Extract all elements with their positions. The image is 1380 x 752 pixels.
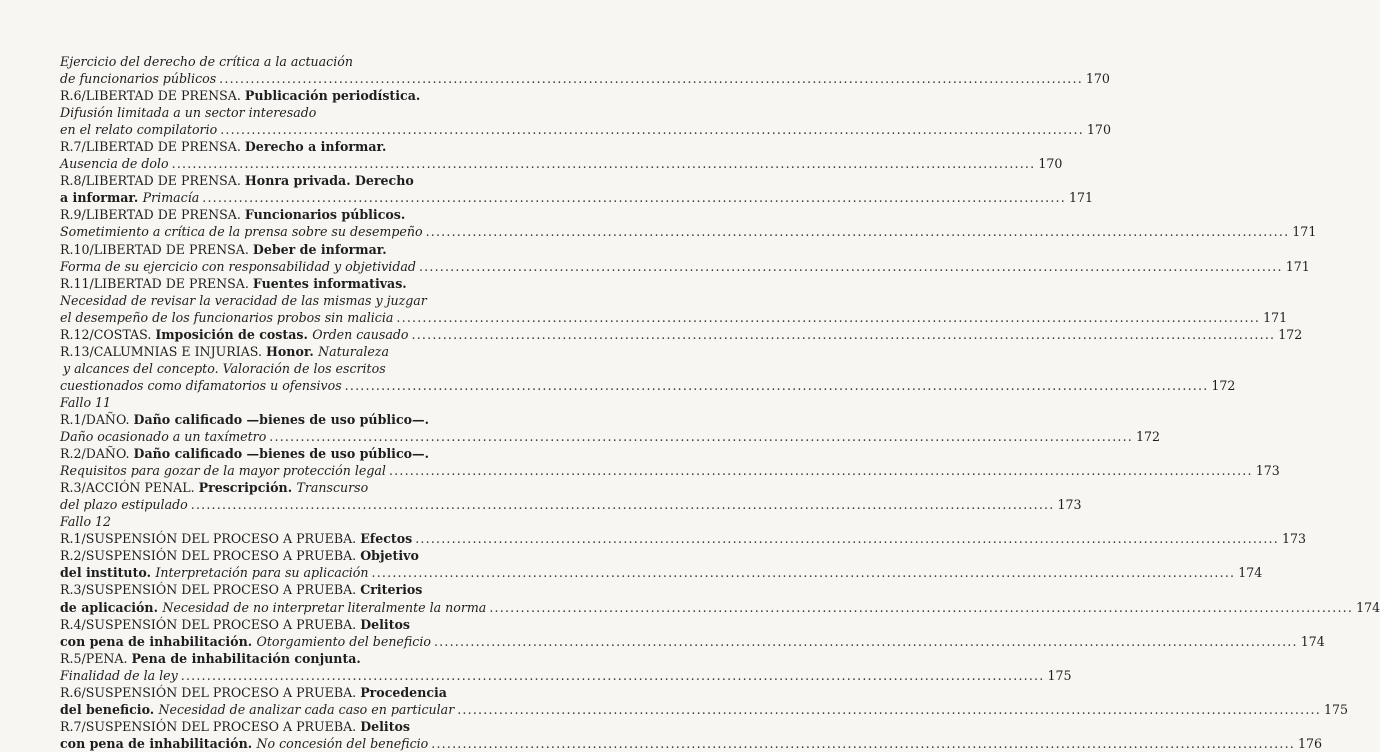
- toc-entry-text: [60, 241, 387, 258]
- toc-entry-text: [60, 206, 405, 223]
- entry-description: Transcurso: [296, 480, 369, 496]
- toc-entry-text: [60, 326, 409, 343]
- entry-title: Funcionarios públicos.: [244, 207, 406, 223]
- page-number: 171: [1068, 190, 1094, 206]
- toc-entry-text: [60, 343, 389, 360]
- entry-description: Requisitos para gozar de la mayor protección legal: [60, 463, 386, 479]
- entry-title: Prescripción.: [198, 480, 297, 496]
- toc-entry-text: [60, 428, 266, 445]
- entry-title: Criterios: [360, 582, 423, 598]
- dot-leader: [191, 496, 1055, 513]
- dot-leader: [181, 667, 1045, 684]
- page-number: 174: [1300, 633, 1325, 649]
- toc-entry-text: [60, 479, 368, 496]
- page-number: 172: [1136, 429, 1161, 445]
- toc-entry-text: [60, 513, 111, 530]
- toc-heading-line: [60, 616, 497, 633]
- toc-entry-line: [60, 189, 1094, 206]
- toc-entry-text: [60, 667, 178, 684]
- entry-description: Daño ocasionado a un taxímetro: [60, 429, 267, 445]
- toc-entry-text: [60, 462, 386, 479]
- entry-title: Efectos: [360, 531, 413, 547]
- toc-entry-text: [60, 581, 422, 598]
- entry-title: con pena de inhabilitación.: [60, 735, 257, 751]
- toc-entry-text: [60, 701, 454, 718]
- dot-leader: [345, 377, 1209, 394]
- page-number: 175: [1323, 701, 1348, 717]
- dot-leader: [431, 735, 1295, 752]
- dot-leader: [172, 155, 1036, 172]
- entry-title: del beneficio.: [60, 701, 159, 717]
- page-number: 171: [1285, 258, 1310, 274]
- page-number: 173: [1057, 497, 1082, 513]
- toc-entry-line: [60, 223, 1317, 240]
- dot-leader: [372, 564, 1236, 581]
- dot-leader: [415, 530, 1279, 547]
- entry-description: de funcionarios públicos: [60, 71, 217, 87]
- entry-description: Ausencia de dolo: [60, 156, 169, 172]
- toc-heading-line: [60, 53, 497, 70]
- toc-entry-text: [60, 616, 410, 633]
- entry-description: el desempeño de los funcionarios probos sin malicia: [60, 309, 394, 325]
- toc-entry-line: [60, 377, 1236, 394]
- dot-leader: [202, 189, 1066, 206]
- toc-entry-text: [60, 445, 429, 462]
- entry-title: Pena de inhabilitación conjunta.: [131, 650, 361, 666]
- toc-entry-line: [60, 667, 1072, 684]
- entry-rule-ref: R.3/ACCIÓN PENAL.: [60, 480, 199, 496]
- entry-description: Fallo 12: [60, 514, 112, 530]
- toc-entry-line: [60, 633, 1325, 650]
- toc-entry-text: [60, 70, 216, 87]
- toc-entry-line: [60, 496, 1082, 513]
- toc-heading-line: [60, 445, 497, 462]
- page-number: 176: [1297, 735, 1323, 751]
- entry-description: y alcances del concepto. Valoración de los escritos: [63, 360, 386, 376]
- toc-entry-line: [60, 155, 1063, 172]
- entry-description: Necesidad de no interpretar literalmente la norma: [162, 599, 487, 615]
- toc-entry-text: [63, 360, 386, 377]
- toc-entry-text: [60, 104, 316, 121]
- dot-leader: [396, 309, 1260, 326]
- dot-leader: [389, 462, 1253, 479]
- toc-entry-text: [60, 292, 427, 309]
- entry-rule-ref: R.4/SUSPENSIÓN DEL PROCESO A PRUEBA.: [60, 616, 361, 632]
- toc-entry-line: [60, 70, 1110, 87]
- entry-rule-ref: R.7/LIBERTAD DE PRENSA.: [60, 139, 245, 155]
- toc-entry-text: [60, 735, 428, 752]
- entry-rule-ref: R.10/LIBERTAD DE PRENSA.: [60, 241, 253, 257]
- entry-description: Fallo 11: [60, 394, 112, 410]
- toc-heading-line: [60, 411, 497, 428]
- entry-rule-ref: R.5/PENA.: [60, 650, 132, 666]
- entry-description: No concesión del beneficio: [256, 735, 429, 751]
- dot-leader: [457, 701, 1321, 718]
- entry-description: Otorgamiento del beneficio: [256, 633, 431, 649]
- dot-leader: [269, 428, 1133, 445]
- entry-description: Ejercicio del derecho de crítica a la actuación: [60, 54, 353, 69]
- page-number: 171: [1292, 224, 1317, 240]
- dot-leader: [434, 633, 1298, 650]
- toc-entry-text: [60, 309, 393, 326]
- page-number: 174: [1356, 599, 1380, 615]
- entry-rule-ref: R.9/LIBERTAD DE PRENSA.: [60, 207, 245, 223]
- dot-leader: [489, 599, 1353, 616]
- entry-rule-ref: R.8/LIBERTAD DE PRENSA.: [60, 173, 245, 189]
- toc-entry-text: [60, 650, 361, 667]
- entry-description: en el relato compilatorio: [60, 122, 218, 138]
- entry-description: cuestionados como difamatorios u ofensivos: [60, 377, 342, 393]
- toc-heading-line: [60, 241, 497, 258]
- toc-entry-text: [60, 633, 431, 650]
- entry-rule-ref: R.1/DAÑO.: [60, 411, 134, 427]
- entry-description: Interpretación para su aplicación: [155, 565, 369, 581]
- entry-title: Deber de informar.: [252, 241, 387, 257]
- page-number: 170: [1038, 156, 1063, 172]
- entry-description: Forma de su ejercicio con responsabilidad y objetividad: [60, 258, 416, 274]
- entry-title: Delitos: [360, 616, 410, 632]
- toc-entry-text: [60, 53, 353, 70]
- toc-heading-line: [60, 104, 497, 121]
- toc-heading-line: [60, 360, 497, 377]
- entry-description: Orden causado: [312, 326, 409, 342]
- toc-heading-line: [60, 513, 497, 530]
- page-number: 175: [1047, 667, 1072, 683]
- toc-entry-text: [60, 547, 419, 564]
- entry-description: del plazo estipulado: [60, 497, 188, 513]
- entry-title: Fuentes informativas.: [252, 275, 407, 291]
- entry-description: Naturaleza: [318, 343, 389, 359]
- toc-entry-line: [60, 701, 1348, 718]
- toc-entry-text: [60, 121, 217, 138]
- dot-leader: [220, 121, 1084, 138]
- entry-title: Delitos: [360, 718, 410, 734]
- toc-entry-text: [60, 223, 423, 240]
- entry-rule-ref: R.6/LIBERTAD DE PRENSA.: [60, 88, 245, 104]
- page-number: 170: [1085, 71, 1110, 87]
- toc-heading-line: [60, 138, 497, 155]
- toc-entry-text: [60, 684, 447, 701]
- page-number: 172: [1278, 326, 1303, 342]
- entry-description: Necesidad de analizar cada caso en particular: [158, 701, 455, 717]
- entry-rule-ref: R.1/SUSPENSIÓN DEL PROCESO A PRUEBA.: [60, 531, 361, 547]
- entry-rule-ref: R.7/SUSPENSIÓN DEL PROCESO A PRUEBA.: [60, 718, 361, 734]
- entry-title: Daño calificado —bienes de uso público—.: [133, 446, 429, 462]
- toc-entry-line: [60, 326, 1303, 343]
- entry-title: con pena de inhabilitación.: [60, 633, 257, 649]
- entry-title: Honra privada. Derecho: [244, 173, 414, 189]
- toc-heading-line: [60, 206, 497, 223]
- dot-leader: [426, 223, 1290, 240]
- toc-heading-line: [60, 684, 497, 701]
- entry-description: Finalidad de la ley: [60, 667, 178, 683]
- toc-entry-line: [60, 309, 1288, 326]
- dot-leader: [219, 70, 1083, 87]
- toc-entry-text: [60, 87, 420, 104]
- toc-entry-text: [60, 377, 342, 394]
- toc-entry-text: [60, 411, 429, 428]
- toc-entry-text: [60, 564, 369, 581]
- entry-title: de aplicación.: [60, 599, 163, 615]
- toc-entry-line: [60, 121, 1111, 138]
- toc-entry-line: [60, 530, 1306, 547]
- entry-rule-ref: R.13/CALUMNIAS E INJURIAS.: [60, 343, 266, 359]
- entry-title: Publicación periodística.: [244, 88, 421, 104]
- toc-entry-text: [60, 189, 199, 206]
- toc-heading-line: [60, 581, 497, 598]
- toc-entry-text: [60, 172, 414, 189]
- toc-entry-line: [60, 428, 1161, 445]
- toc-heading-line: [60, 87, 497, 104]
- toc-entry-line: [60, 258, 1310, 275]
- entry-title: Daño calificado —bienes de uso público—.: [133, 411, 429, 427]
- entry-title: Imposición de costas.: [155, 326, 313, 342]
- toc-entry-text: [60, 138, 386, 155]
- toc-heading-line: [60, 343, 497, 360]
- toc-heading-line: [60, 275, 497, 292]
- entry-rule-ref: R.2/DAÑO.: [60, 446, 134, 462]
- toc-heading-line: [60, 479, 497, 496]
- toc-heading-line: [60, 292, 497, 309]
- toc-heading-line: [60, 394, 497, 411]
- page-number: 171: [1263, 309, 1288, 325]
- dot-leader: [412, 326, 1276, 343]
- toc-heading-line: [60, 172, 497, 189]
- dot-leader: [419, 258, 1283, 275]
- toc-entry-text: [60, 275, 407, 292]
- toc-entry-text: [60, 530, 412, 547]
- entry-rule-ref: R.3/SUSPENSIÓN DEL PROCESO A PRUEBA.: [60, 582, 361, 598]
- entry-description: Difusión limitada a un sector interesado: [60, 105, 317, 121]
- toc-heading-line: [60, 718, 497, 735]
- toc-entry-line: [60, 564, 1263, 581]
- page-number: 174: [1238, 565, 1263, 581]
- toc-entry-text: [60, 718, 410, 735]
- entry-rule-ref: R.6/SUSPENSIÓN DEL PROCESO A PRUEBA.: [60, 684, 361, 700]
- entry-rule-ref: R.2/SUSPENSIÓN DEL PROCESO A PRUEBA.: [60, 548, 361, 564]
- toc-entry-line: [60, 599, 1380, 616]
- toc-entry-text: [60, 155, 169, 172]
- toc-entry-line: [60, 735, 1323, 752]
- entry-description: Sometimiento a crítica de la prensa sobre su desempeño: [60, 224, 423, 240]
- toc-entry-text: [60, 496, 188, 513]
- toc-entry-text: [60, 394, 111, 411]
- page-number: 172: [1211, 377, 1236, 393]
- page-number: 173: [1255, 463, 1280, 479]
- page-number: 173: [1281, 531, 1306, 547]
- table-of-contents: [60, 53, 1380, 752]
- entry-title: Objetivo: [360, 548, 419, 564]
- entry-title: del instituto.: [60, 565, 156, 581]
- toc-entry-text: [60, 599, 486, 616]
- entry-rule-ref: R.12/COSTAS.: [60, 326, 156, 342]
- entry-title: a informar.: [60, 190, 143, 206]
- entry-title: Procedencia: [360, 684, 447, 700]
- entry-title: Derecho a informar.: [244, 139, 387, 155]
- entry-description: Necesidad de revisar la veracidad de las mismas y juzgar: [60, 292, 427, 308]
- toc-heading-line: [60, 650, 497, 667]
- page-number: 170: [1086, 122, 1111, 138]
- entry-rule-ref: R.11/LIBERTAD DE PRENSA.: [60, 275, 253, 291]
- entry-description: Primacía: [142, 190, 200, 206]
- toc-entry-line: [60, 462, 1280, 479]
- toc-entry-text: [60, 258, 416, 275]
- entry-title: Honor.: [265, 343, 319, 359]
- toc-heading-line: [60, 547, 497, 564]
